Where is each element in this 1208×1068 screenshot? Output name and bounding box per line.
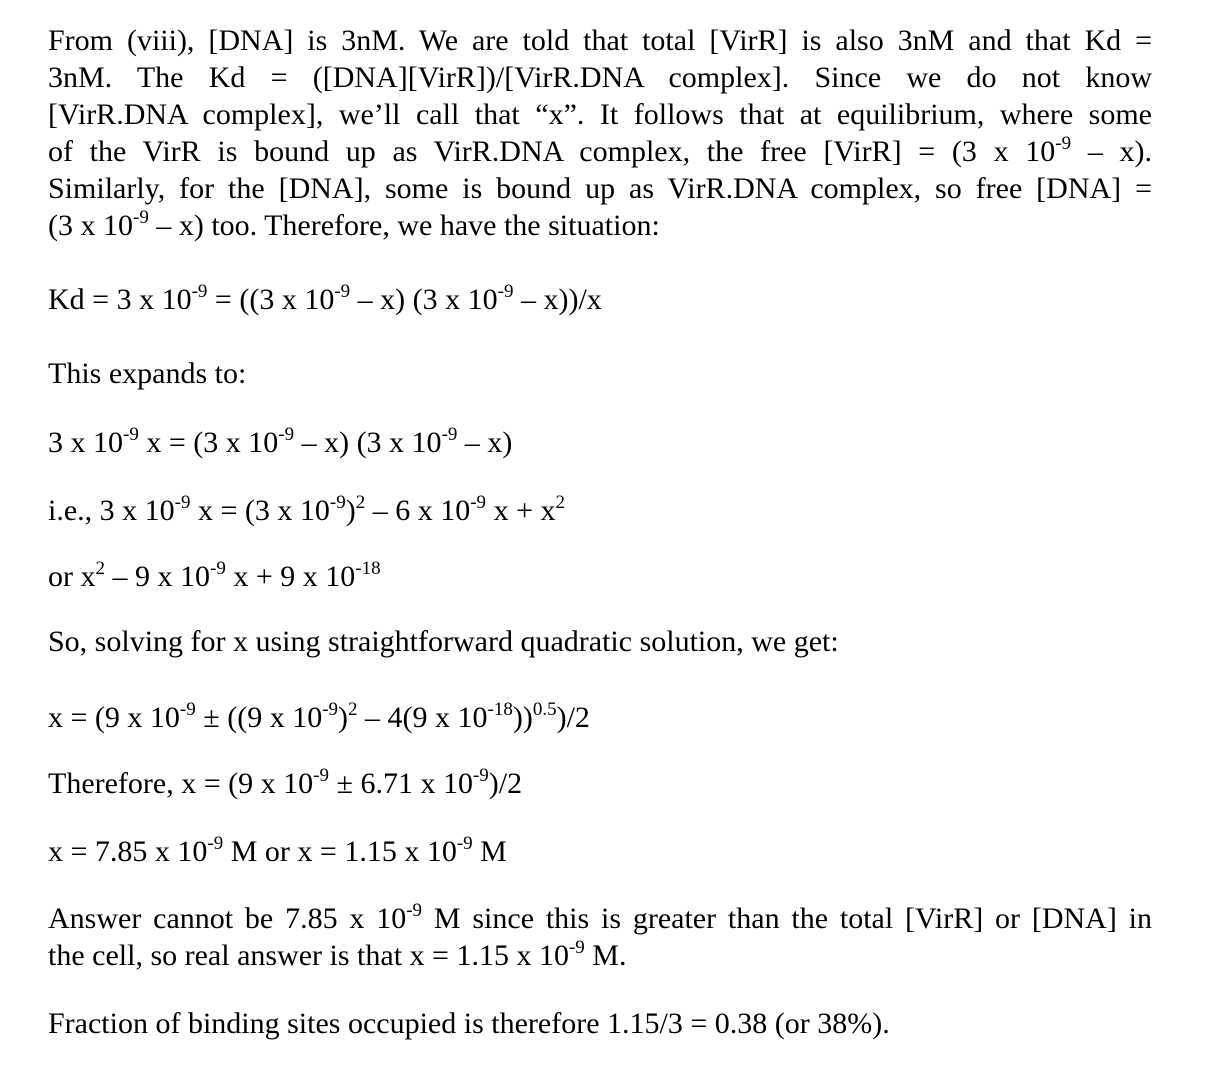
- solving-text: So, solving for x using straightforward quadratic solution, we get:: [48, 625, 839, 658]
- intro-line-3: [VirR.DNA complex], we’ll call that “x”. It follows that at equilibrium, where some: [48, 98, 1152, 131]
- fraction-conclusion: Fraction of binding sites occupied is therefore 1.15/3 = 0.38 (or 38%).: [48, 1007, 890, 1040]
- intro-line-6: (3 x $10^{-9} - x$) too. Therefore, we have the situation:: [48, 207, 660, 242]
- intro-line-1: From (viii), [DNA] is 3nM. We are told that total [VirR] is also 3nM and that Kd =: [48, 24, 1152, 57]
- intro-line-2: 3nM. The Kd = ([DNA][VirR])/[VirR.DNA complex]. Since we do not know: [48, 61, 1152, 94]
- roots-equation: x = 7.85 x $10^{-9}$ M or x = 1.15 x $10^{-9}$ M: [48, 833, 507, 868]
- answer-line-1: Answer cannot be 7.85 x $10^{-9}$ M since this is greater than the total [VirR] or [DNA] in: [48, 900, 1152, 935]
- answer-line-2: the cell, so real answer is that x = 1.15 x $10^{-9}$ M.: [48, 937, 627, 972]
- kd-equation: Kd = 3 x $10^{-9} = ((3$ x $10^{-9} - x$) (3 x $10^{-9} - x))/x$: [48, 281, 602, 316]
- intro-line-5: Similarly, for the [DNA], some is bound up as VirR.DNA complex, so free [DNA] =: [48, 172, 1152, 205]
- ie-equation: i.e., 3 x $10^{-9}$ x = (3 x $10^{-9})^2 - 6$ x $10^{-9}$ $x + x^2$: [48, 492, 565, 527]
- quadratic-solution: x = (9 x $10^{-9} \pm ((9$ x $10^{-9})^2 - 4(9$ x $10^{-18}))^{0.5})/2$: [48, 699, 590, 734]
- quadratic-form: or $x^2 - 9$ x $10^{-9}$ x + 9 x $10^{-18}$: [48, 558, 381, 593]
- intro-paragraph: [48, 22, 1152, 244]
- therefore-equation: Therefore, x = (9 x $10^{-9} \pm 6.71$ x $10^{-9})/2$: [48, 765, 523, 800]
- expanded-equation: 3 x $10^{-9}$ x = (3 x $10^{-9} - x$) (3 x $10^{-9} - x$): [48, 424, 513, 459]
- answer-paragraph: [48, 900, 1152, 974]
- intro-line-4: of the VirR is bound up as VirR.DNA complex, the free [VirR] = (3 x $10^{-9} - x$).: [48, 133, 1152, 168]
- expands-text: This expands to:: [48, 357, 247, 390]
